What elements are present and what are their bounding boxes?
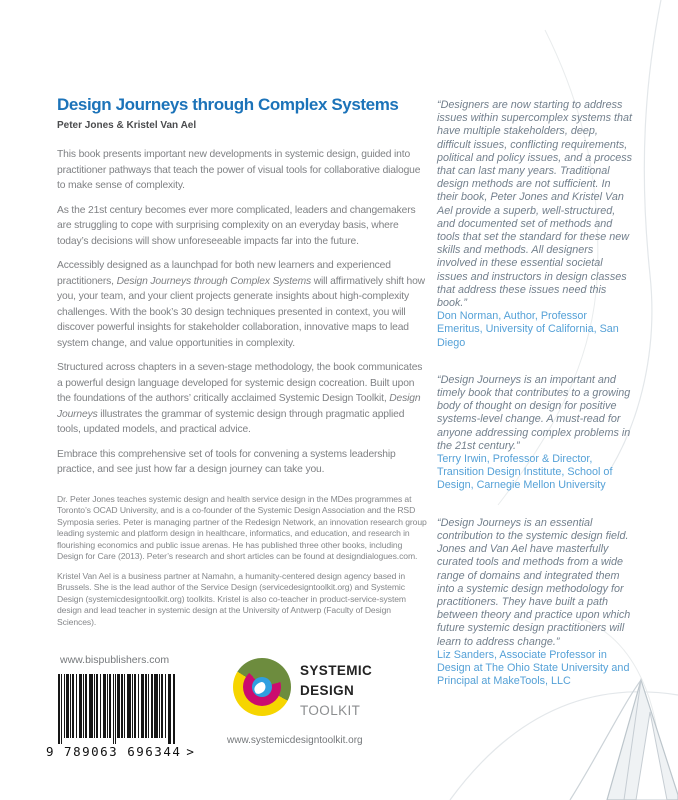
- barcode: [46, 674, 194, 759]
- toolkit-logo-wordmark: [300, 661, 410, 721]
- description-paragraph-2: As the 21st century becomes ever more complicated, leaders and changemakers are struggling to cope with surprising complexity on an everyday basis, where today’s decisions will show unforeseeable impacts far into the future.: [57, 204, 416, 247]
- toolkit-logo-word-toolkit: TOOLKIT: [300, 703, 361, 718]
- endorsement-liz-sanders: [437, 517, 633, 689]
- endorsement-don-norman: [437, 99, 633, 350]
- toolkit-logo-icon: [233, 658, 291, 716]
- main-column: [57, 95, 429, 636]
- bio-peter-jones: Dr. Peter Jones teaches systemic design and health service design in the MDes programmes at Toronto’s OCAD University, and is a co-founder of the Systemic Design Association and the RSD Symposia series. Peter is managing partner of the Redesign Network, an innovation research group leading systemic and platform design in healthcare, informatics, and education, and research in flourishing economics and public issue arenas. He has published three other books, including Design for Care (2013). Peter’s research and short articles can be found at designdialogues.com.: [57, 493, 427, 561]
- endorsements-column: [437, 99, 633, 712]
- toolkit-logo-word-design: DESIGN: [300, 683, 355, 698]
- bio-kristel-van-ael: Kristel Van Ael is a business partner at Namahn, a humanity-centered design agency based in Brussels. She is the lead author of the Service Design (servicedesigntoolkit.org) and Systemic Design (systemicdesigntoolkit.org) toolkits. Kristel is also co-teacher in product-service-system design and lead teacher in systemic design at the University of Antwerp (Faculty of Design Sciences).: [57, 570, 406, 627]
- systemic-design-toolkit-logo: [233, 658, 373, 718]
- author-bios: [57, 494, 429, 629]
- barcode-digits: 9 789063 696344: [46, 744, 182, 759]
- endorsement-quote: “Design Journeys is an essential contribution to the systemic design field. Jones and Van Ael have masterfully curated tools and methods from a wide range of domains and integrated them into a systemic design methodology for practitioners. They have built a path between theory and practice upon which future systemic design practitioners will learn to address change.”: [437, 516, 631, 648]
- endorsement-quote: “Design Journeys is an important and timely book that contributes to a growing body of thought on design for positive systems-level change. A must-read for anyone addressing complex problems in the 21st century.”: [437, 373, 631, 452]
- description-paragraph-5: Embrace this comprehensive set of tools for convening a systems leadership practice, and see just how far a design journey can take you.: [57, 448, 396, 475]
- endorsement-quote: “Designers are now starting to address issues within supercomplex systems that have multiple stakeholders, deep, difficult issues, conflicting requirements, political and policy issues, and a process that can last many years. Traditional design methods are not sufficient. In their book, Peter Jones and Kristel Van Ael provide a superb, well-structured, and documented set of methods and tools that set the standard for these new skills and methods. All designers involved in these essential societal issues and instructors in design classes that address these issues need this book.”: [437, 99, 633, 310]
- book-title: Design Journeys through Complex Systems: [57, 95, 399, 114]
- description-paragraph-1: This book presents important new developments in systemic design, guided into practitioner pathways that teach the power of visual tools for collaborative dialogue to make sense of complexity.: [57, 149, 421, 191]
- description-paragraph-3: Accessibly designed as a launchpad for both new learners and experienced practitioners, Design Journeys through Complex Systems will affirmatively shift how you, your team, and your client projects generate insights about high-complexity challenges. With the book’s 30 design techniques presented in context, you will discover powerful insights for stakeholder collaboration, innovative maps to lead system change, and value opportunities in complexity.: [57, 260, 425, 349]
- endorsement-attribution: Terry Irwin, Professor & Director, Transition Design Institute, School of Design, Carnegie Mellon University: [437, 453, 613, 492]
- endorsement-attribution: Don Norman, Author, Professor Emeritus, University of California, San Diego: [437, 310, 619, 349]
- barcode-arrow: >: [186, 744, 194, 759]
- endorsement-attribution: Liz Sanders, Associate Professor in Design at The Ohio State University and Principal at MakeTools, LLC: [437, 648, 630, 688]
- toolkit-url: www.systemicdesigntoolkit.org: [227, 735, 363, 746]
- book-description: [57, 147, 429, 478]
- barcode-bars: [58, 674, 176, 744]
- barcode-number: [46, 744, 194, 759]
- toolkit-logo-word-systemic: SYSTEMIC: [300, 663, 373, 678]
- description-paragraph-4: Structured across chapters in a seven-stage methodology, the book communicates a powerful design language developed for systemic design cocreation. Built upon the foundations of the authors’ critically acclaimed Systemic Design Toolkit, Design Journeys illustrates the grammar of systemic design through pragmatic applied tools, updated models, and practical advice.: [57, 362, 423, 435]
- publisher-url: www.bispublishers.com: [60, 654, 170, 666]
- book-authors: Peter Jones & Kristel Van Ael: [57, 120, 197, 131]
- endorsement-terry-irwin: [437, 374, 633, 493]
